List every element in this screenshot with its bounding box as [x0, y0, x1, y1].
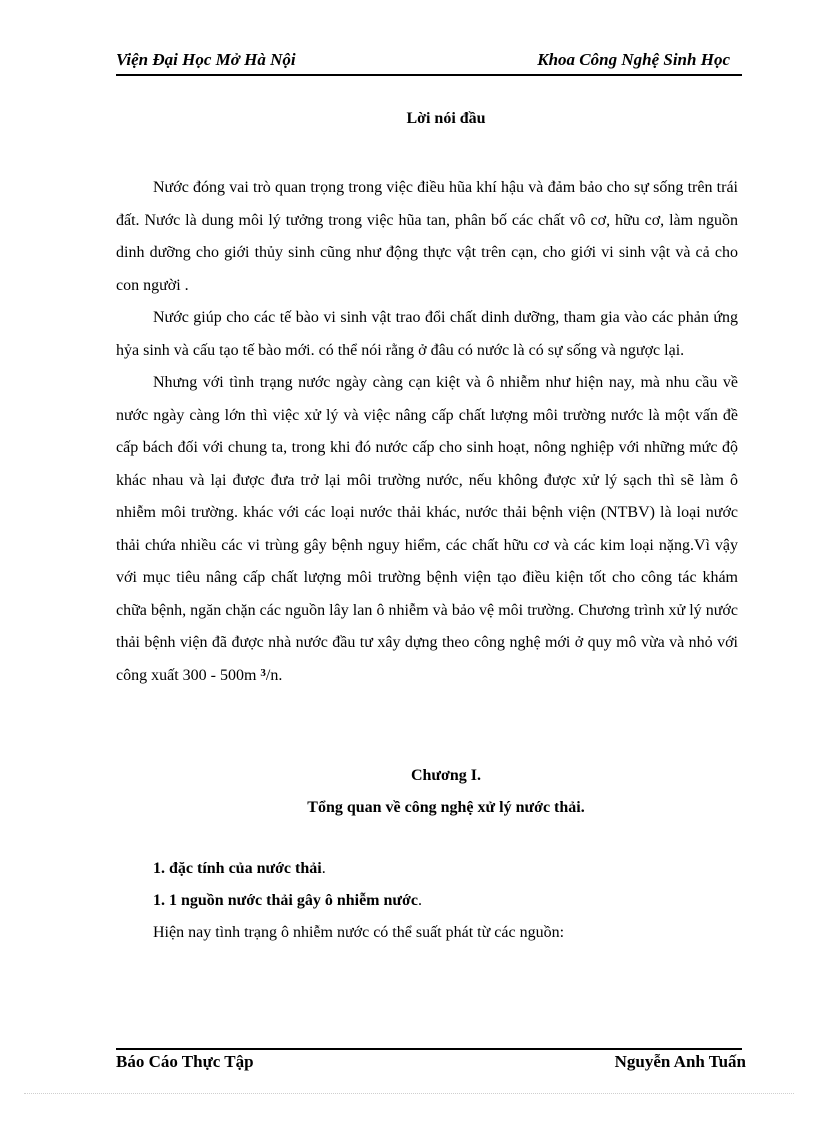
footer-rule [116, 1048, 742, 1050]
paragraph-3 [116, 367, 738, 692]
institution-name: Viện Đại Học Mở Hà Nội [116, 50, 296, 69]
section-heading-2-tail: . [417, 892, 422, 909]
page-edge-divider [24, 1093, 794, 1094]
author-name: Nguyễn Anh Tuấn [614, 1052, 746, 1071]
section-heading-2-text: 1. 1 nguồn nước thải gây ô nhiễm nước [153, 892, 418, 909]
page-header [116, 48, 742, 76]
chapter-heading [116, 760, 776, 824]
unit-superscript: 3 [260, 666, 266, 679]
page-title: Lời nói đầu [406, 110, 486, 127]
department-name: Khoa Công Nghệ Sinh Học [537, 50, 730, 69]
section-heading-1 [153, 853, 564, 885]
chapter-title: Tổng quan về công nghệ xử lý nước thải. [307, 799, 585, 816]
section-heading-1-text: 1. đặc tính của nước thải [153, 860, 322, 877]
paragraph-3-text: Nhưng với tình trạng nước ngày càng cạn kiệt và ô nhiễm như hiện nay, mà nhu cầu về nước ngày càng lớn thì việc xử lý và việc nâng cấp chất lượng môi trường nước là một vấn đề cấp bách đối với chung ta, trong khi đó nước cấp cho sinh hoạt, nông nghiệp với những mức độ khác nhau và lại được đưa trở lại môi trường nước, nếu không được xử lý sạch thì sẽ làm ô nhiễm môi trường. khác với các loại nước thải khác, nước thải bệnh viện (NTBV) là loại nước thải chứa nhiều các vi trùng gây bệnh nguy hiểm, các chất hữu cơ và các kim loại nặng.Vì vậy với mục tiêu nâng cấp chất lượng môi trường bệnh viện tạo điều kiện tốt cho công tác khám chữa bệnh, ngăn chặn các nguồn lây lan ô nhiễm và bảo vệ môi trường. Chương trình xử lý nước thải bệnh viện đã được nhà nước đầu tư xây dựng theo công nghệ mới ở quy mô vừa và nhỏ với công xuất 300 - 500m [116, 374, 738, 684]
preface-body [116, 172, 738, 692]
section-heading-2 [153, 885, 564, 917]
report-type: Báo Cáo Thực Tập [116, 1052, 254, 1071]
unit-suffix: /n. [265, 666, 283, 684]
section-intro: Hiện nay tình trạng ô nhiễm nước có thể suất phát từ các nguồn: [153, 924, 565, 941]
paragraph-1: Nước đóng vai trò quan trọng trong việc điều hũa khí hậu và đảm bảo cho sự sống trên trái đất. Nước là dung môi lý tưởng trong việc hũa tan, phân bố các chất vô cơ, hữu cơ, làm nguồn dinh dưỡng cho giới thủy sinh cũng như động thực vật trên cạn, cho giới vi sinh vật và cả cho con người . [116, 179, 738, 294]
paragraph-2: Nước giúp cho các tế bào vi sinh vật trao đổi chất dinh dưỡng, tham gia vào các phản ứng hỷa sinh và cấu tạo tế bào mới. có thể nói rằng ở đâu có nước là có sự sống và ngược lại. [116, 309, 738, 359]
section-block [153, 853, 564, 949]
section-heading-1-tail: . [321, 860, 326, 877]
chapter-number: Chương I. [410, 767, 482, 784]
